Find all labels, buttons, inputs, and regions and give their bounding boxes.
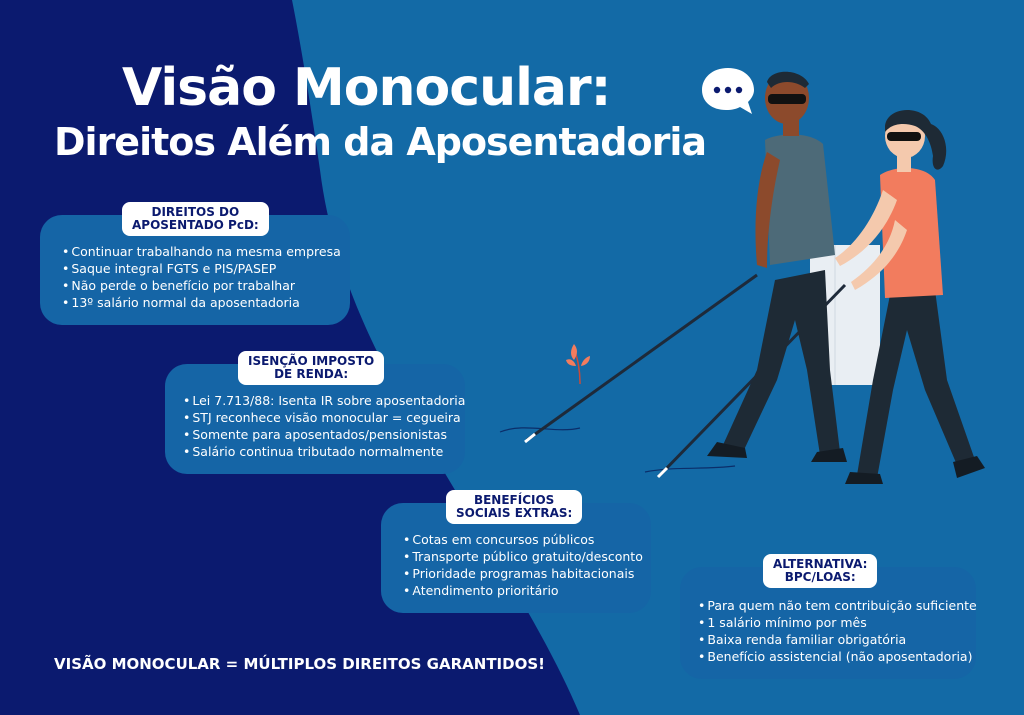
- list-item: • Lei 7.713/88: Isenta IR sobre aposentadoria: [183, 392, 465, 409]
- list-item: • Atendimento prioritário: [403, 582, 643, 599]
- card-list: [403, 531, 643, 599]
- people-illustration: [495, 70, 1005, 490]
- list-item: • Somente para aposentados/pensionistas: [183, 426, 465, 443]
- list-item: • Cotas em concursos públicos: [403, 531, 643, 548]
- list-item: • 13º salário normal da aposentadoria: [62, 294, 341, 311]
- badge-line: DE RENDA:: [274, 367, 349, 381]
- card-badge: [122, 202, 269, 236]
- badge-line: ALTERNATIVA:: [773, 557, 868, 571]
- list-item: • Salário continua tributado normalmente: [183, 443, 465, 460]
- list-item: • Continuar trabalhando na mesma empresa: [62, 243, 341, 260]
- badge-line: ISENÇÃO IMPOSTO: [248, 354, 375, 368]
- badge-line: SOCIAIS EXTRAS:: [456, 506, 573, 520]
- card-list: [183, 392, 465, 460]
- badge-line: APOSENTADO PcD:: [132, 218, 259, 232]
- list-item: • Benefício assistencial (não aposentadoria): [698, 648, 977, 665]
- footer-slogan: VISÃO MONOCULAR = MÚLTIPLOS DIREITOS GARANTIDOS!: [54, 655, 545, 673]
- badge-line: BENEFÍCIOS: [473, 493, 555, 507]
- card-badge: [763, 554, 877, 588]
- list-item: • Para quem não tem contribuição suficiente: [698, 597, 977, 614]
- list-item: • Baixa renda familiar obrigatória: [698, 631, 977, 648]
- card-list: [62, 243, 341, 311]
- badge-line: BPC/LOAS:: [784, 570, 856, 584]
- card-list: [698, 597, 977, 665]
- card-badge: [446, 490, 582, 524]
- card-badge: [238, 351, 384, 385]
- list-item: • Saque integral FGTS e PIS/PASEP: [62, 260, 341, 277]
- title-line1: Visão Monocular:: [122, 58, 611, 118]
- badge-line: DIREITOS DO: [151, 205, 240, 219]
- list-item: • 1 salário mínimo por mês: [698, 614, 977, 631]
- list-item: • STJ reconhece visão monocular = cegueira: [183, 409, 465, 426]
- list-item: • Não perde o benefício por trabalhar: [62, 277, 341, 294]
- title-line2: Direitos Além da Aposentadoria: [54, 120, 707, 164]
- list-item: • Transporte público gratuito/desconto: [403, 548, 643, 565]
- list-item: • Prioridade programas habitacionais: [403, 565, 643, 582]
